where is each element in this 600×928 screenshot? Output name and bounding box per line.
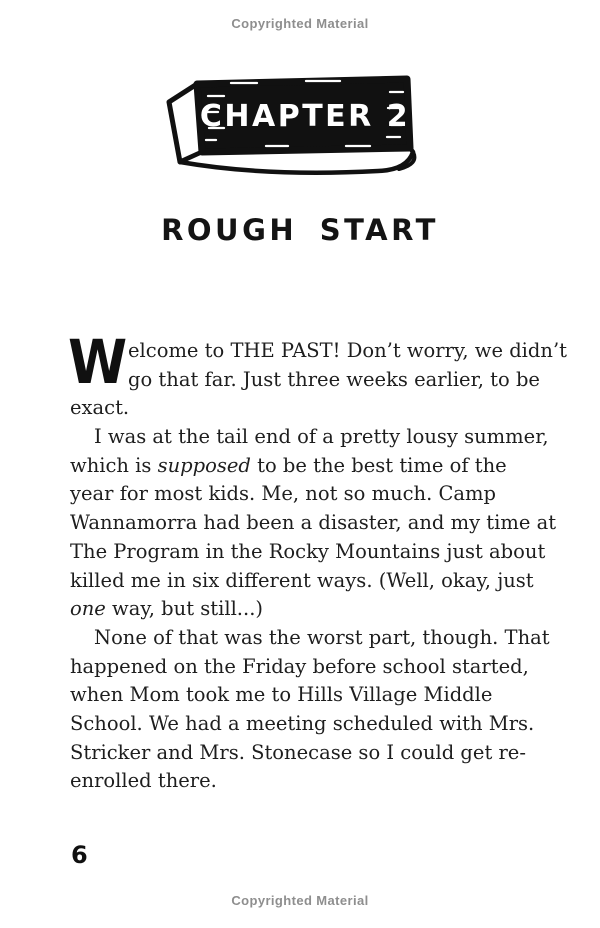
chapter-title: ROUGH START — [161, 213, 439, 247]
drop-cap-letter: W — [68, 327, 128, 398]
text-line: which is supposed to be the best time of the — [70, 453, 507, 477]
text-line: Stricker and Mrs. Stonecase so I could get re- — [70, 740, 526, 764]
text-line: one way, but still...) — [70, 597, 264, 621]
chapter-box-label: CHAPTER 2 — [199, 99, 411, 134]
copyright-notice-top: Copyrighted Material — [231, 16, 369, 31]
text-line: exact. — [70, 396, 130, 420]
text-line: killed me in six different ways. (Well, okay, just — [70, 568, 534, 592]
body-text-block — [68, 327, 567, 796]
text-line: Wannamorra had been a disaster, and my time at — [70, 511, 557, 535]
text-line: The Program in the Rocky Mountains just about — [70, 539, 546, 563]
chapter-box-illustration — [156, 68, 418, 183]
text-line: None of that was the worst part, though. That — [94, 625, 550, 649]
text-line: elcome to THE PAST! Don’t worry, we didn’t — [128, 339, 567, 362]
copyright-notice-bottom: Copyrighted Material — [231, 893, 369, 908]
text-line: go that far. Just three weeks earlier, to be — [128, 367, 540, 391]
text-line: year for most kids. Me, not so much. Camp — [70, 482, 497, 506]
text-line: when Mom took me to Hills Village Middle — [70, 683, 493, 707]
text-line: enrolled there. — [70, 769, 217, 793]
text-line: happened on the Friday before school started, — [70, 654, 529, 678]
chapter-box-drawing — [156, 68, 418, 183]
text-line: I was at the tail end of a pretty lousy summer, — [94, 425, 549, 449]
page-number: 6 — [71, 841, 88, 869]
text-line: School. We had a meeting scheduled with Mrs. — [70, 711, 535, 735]
